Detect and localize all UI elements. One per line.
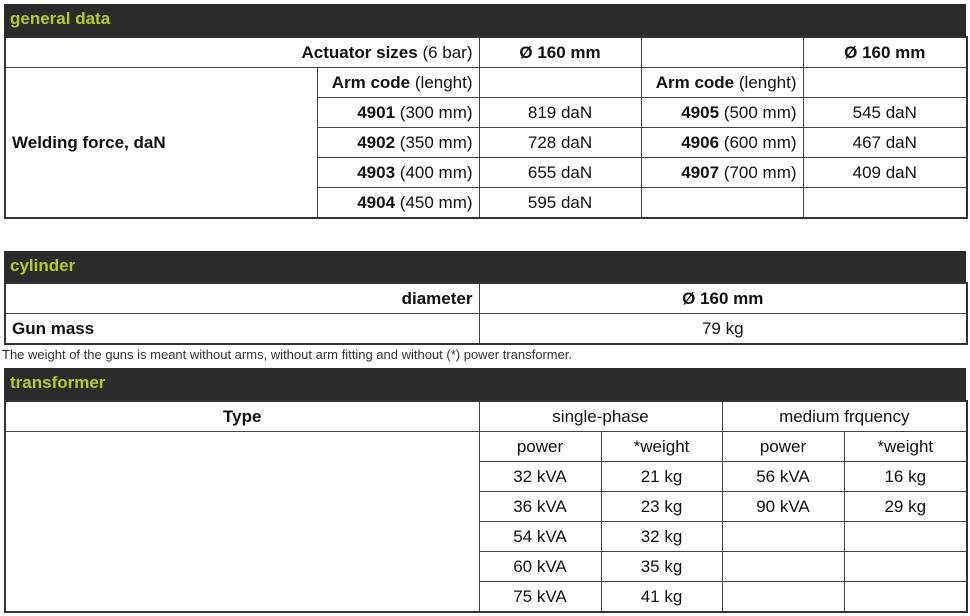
arm-code-cell: 4902 (350 mm): [317, 128, 479, 158]
arm-code-cell: 4901 (300 mm): [317, 98, 479, 128]
power-cell: 36 kVA: [479, 492, 601, 522]
cylinder-table: [4, 282, 968, 345]
power-header: power: [479, 432, 601, 462]
empty-cell: [844, 522, 967, 552]
force-cell: 467 daN: [803, 128, 967, 158]
weight-cell: 32 kg: [601, 522, 722, 552]
power-cell: 75 kVA: [479, 582, 601, 613]
force-cell: 409 daN: [803, 158, 967, 188]
force-cell: 728 daN: [479, 128, 641, 158]
single-phase-header: single-phase: [479, 401, 722, 432]
arm-code-cell: 4905 (500 mm): [641, 98, 803, 128]
arm-code-header-right: [641, 68, 803, 98]
welding-force-label: Welding force, daN: [5, 68, 317, 219]
diameter-value: Ø 160 mm: [479, 283, 967, 314]
power-cell: 90 kVA: [722, 492, 844, 522]
empty-cell: [844, 552, 967, 582]
arm-code-cell: 4904 (450 mm): [317, 188, 479, 219]
cylinder-title: cylinder: [10, 256, 76, 275]
transformer-title: transformer: [10, 373, 106, 392]
arm-code-cell: 4907 (700 mm): [641, 158, 803, 188]
arm-code-label: Arm code: [331, 73, 411, 92]
power-cell: 56 kVA: [722, 462, 844, 492]
force-cell: 655 daN: [479, 158, 641, 188]
actuator-label: Actuator sizes: [301, 43, 418, 62]
empty-cell: [641, 37, 803, 68]
transformer-table: [4, 400, 968, 613]
actuator-size-header: [5, 37, 479, 68]
weight-note: The weight of the guns is meant without arms, without arm fitting and without (*) power transformer.: [2, 347, 573, 362]
arm-code-label: Arm code: [655, 73, 735, 92]
power-cell: 32 kVA: [479, 462, 601, 492]
cylinder-header: [4, 251, 966, 282]
type-header: Type: [5, 401, 479, 432]
force-cell: 595 daN: [479, 188, 641, 219]
weight-cell: 21 kg: [601, 462, 722, 492]
empty-cell: [479, 68, 641, 98]
empty-cell: [722, 552, 844, 582]
empty-cell: [722, 522, 844, 552]
general-data-header: [4, 4, 966, 36]
weight-cell: 41 kg: [601, 582, 722, 613]
weight-cell: 23 kg: [601, 492, 722, 522]
power-header: power: [722, 432, 844, 462]
gun-mass-label: Gun mass: [5, 314, 479, 345]
empty-cell: [803, 68, 967, 98]
arm-code-unit: (lenght): [414, 73, 473, 92]
actuator-unit: (6 bar): [422, 43, 473, 62]
power-cell: 54 kVA: [479, 522, 601, 552]
force-cell: 819 daN: [479, 98, 641, 128]
weight-cell: 16 kg: [844, 462, 967, 492]
weight-header: *weight: [844, 432, 967, 462]
arm-code-cell: 4903 (400 mm): [317, 158, 479, 188]
power-cell: 60 kVA: [479, 552, 601, 582]
empty-cell: [722, 582, 844, 613]
general-data-table: [4, 36, 968, 219]
empty-cell: [803, 188, 967, 219]
diameter-label: diameter: [5, 283, 479, 314]
weight-cell: 35 kg: [601, 552, 722, 582]
medium-frequency-header: medium frquency: [722, 401, 967, 432]
general-data-title: general data: [10, 9, 111, 28]
gun-mass-value: 79 kg: [479, 314, 967, 345]
arm-code-cell: 4906 (600 mm): [641, 128, 803, 158]
empty-cell: [641, 188, 803, 219]
actuator-size-2: Ø 160 mm: [803, 37, 967, 68]
actuator-size-1: Ø 160 mm: [479, 37, 641, 68]
empty-cell: [844, 582, 967, 613]
arm-code-header-left: [317, 68, 479, 98]
force-cell: 545 daN: [803, 98, 967, 128]
empty-type-cell: [5, 432, 479, 613]
arm-code-unit: (lenght): [738, 73, 797, 92]
weight-header: *weight: [601, 432, 722, 462]
weight-cell: 29 kg: [844, 492, 967, 522]
transformer-header: [4, 368, 966, 400]
